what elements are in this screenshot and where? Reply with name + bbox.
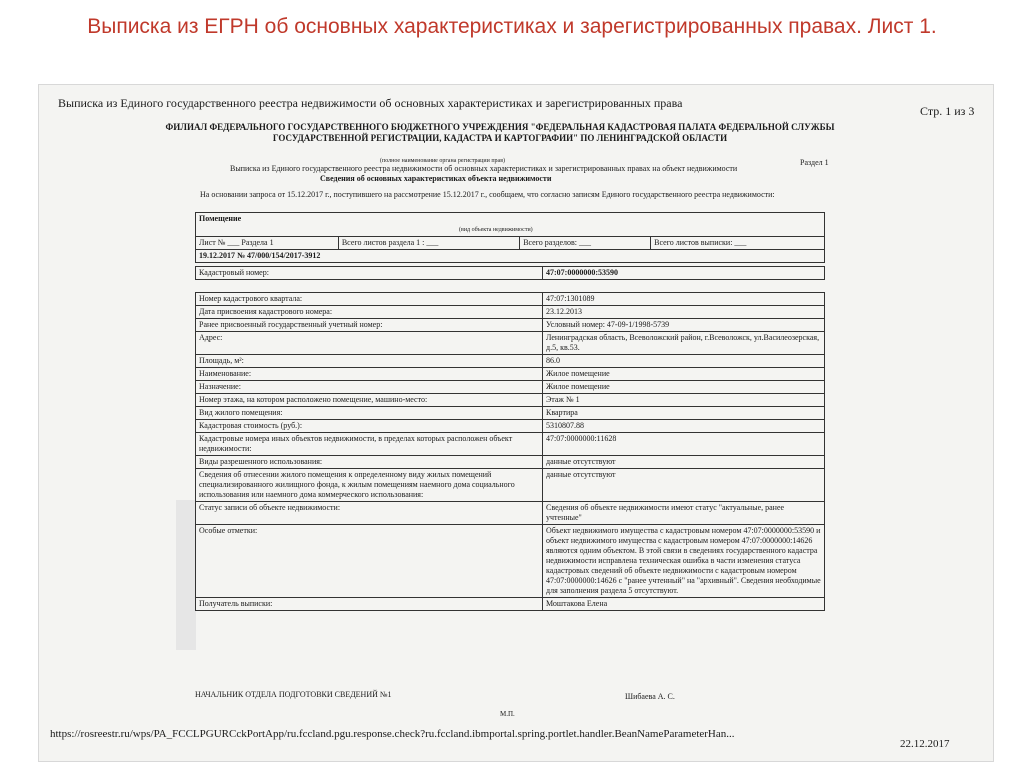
row-label: Кадастровая стоимость (руб.): <box>196 420 543 433</box>
row-value: Этаж № 1 <box>543 394 825 407</box>
print-date: 22.12.2017 <box>900 738 950 750</box>
table-row <box>196 306 825 319</box>
row-value: 5310807.88 <box>543 420 825 433</box>
table-row <box>196 319 825 332</box>
table-row <box>196 469 825 502</box>
cadastral-label: Кадастровый номер: <box>196 267 543 280</box>
date-number: 19.12.2017 № 47/000/154/2017-3912 <box>196 250 825 263</box>
table-row <box>196 433 825 456</box>
details-table <box>195 292 825 611</box>
row-label: Номер этажа, на котором расположено помещение, машино-место: <box>196 394 543 407</box>
organization-sub: (полное наименование органа регистрации прав) <box>380 158 506 164</box>
intro-text: Выписка из Единого государственного реестра недвижимости об основных характеристиках и зарегистрированных правах на объект недвижимости <box>230 164 738 173</box>
table-row <box>196 394 825 407</box>
table-row <box>196 456 825 469</box>
cadastral-table <box>195 266 825 280</box>
row-value: Жилое помещение <box>543 381 825 394</box>
signature-position: НАЧАЛЬНИК ОТДЕЛА ПОДГОТОВКИ СВЕДЕНИЙ №1 <box>195 690 392 699</box>
row-label: Вид жилого помещения: <box>196 407 543 420</box>
stamp-label: М.П. <box>500 710 515 718</box>
row-label: Статус записи об объекте недвижимости: <box>196 502 543 525</box>
row-value: данные отсутствуют <box>543 456 825 469</box>
table-row <box>196 381 825 394</box>
row-value: 47:07:0000000:11628 <box>543 433 825 456</box>
row-value: Жилое помещение <box>543 368 825 381</box>
row-label: Виды разрешенного использования: <box>196 456 543 469</box>
row-value: Объект недвижимого имущества с кадастровым номером 47:07:0000000:53590 и объект недвижимого имущества с кадастровым номером 47:07:0000000:14626 являются одним объектом. В этой связи в сведениях государственного кадастра недвижимости исправлена техническая ошибка в части изменения статуса кадастровых сведений об объекте недвижимости с кадастровым номером 47:07:0000000:14626 с "ранее учтенный" на "архивный". Сведения необходимые для заполнения раздела 5 отсутствуют. <box>543 525 825 598</box>
row-label: Ранее присвоенный государственный учетный номер: <box>196 319 543 332</box>
row-value: Ленинградская область, Всеволожский район, г.Всеволожск, ул.Василеозерская, д.5, кв.53. <box>543 332 825 355</box>
row-label: Адрес: <box>196 332 543 355</box>
intro-bold: Сведения об основных характеристиках объекта недвижимости <box>320 174 552 183</box>
row-value: Условный номер: 47-09-1/1998-5739 <box>543 319 825 332</box>
source-url: https://rosreestr.ru/wps/PA_FCCLPGURCckPortApp/ru.fccland.pgu.response.check?ru.fccland.ibmportal.spring.portlet.handler.BeanNameParameterHan... <box>50 728 735 740</box>
table-row <box>196 525 825 598</box>
section-label: Раздел 1 <box>800 158 829 167</box>
row-label: Назначение: <box>196 381 543 394</box>
row-label: Наименование: <box>196 368 543 381</box>
document-header: Выписка из Единого государственного реестра недвижимости об основных характеристиках и зарегистрированных права <box>58 96 683 110</box>
sheets-total: Всего листов раздела 1 : ___ <box>338 237 519 250</box>
slide-title: Выписка из ЕГРН об основных характеристиках и зарегистрированных правах. Лист 1. <box>87 15 937 38</box>
row-label: Кадастровые номера иных объектов недвижимости, в пределах которых расположен объект недвижимости: <box>196 433 543 456</box>
row-value: 23.12.2013 <box>543 306 825 319</box>
organization-name: ФИЛИАЛ ФЕДЕРАЛЬНОГО ГОСУДАРСТВЕННОГО БЮДЖЕТНОГО УЧРЕЖДЕНИЯ "ФЕДЕРАЛЬНАЯ КАДАСТРОВАЯ ПАЛАТА ФЕДЕРАЛЬНОЙ СЛУЖБЫ ГОСУДАРСТВЕННОЙ РЕГИСТРАЦИИ, КАДАСТРА И КАРТОГРАФИИ" ПО ЛЕНИНГРАДСКОЙ ОБЛАСТИ <box>165 122 835 143</box>
signature-name: Шибаева А. С. <box>625 692 675 701</box>
row-value: 47:07:1301089 <box>543 293 825 306</box>
row-label: Получатель выписки: <box>196 598 543 611</box>
table-row <box>196 598 825 611</box>
cadastral-value: 47:07:0000000:53590 <box>543 267 825 280</box>
row-value: Квартира <box>543 407 825 420</box>
table-row <box>196 293 825 306</box>
header-table <box>195 212 825 263</box>
sections-total: Всего разделов: ___ <box>520 237 651 250</box>
row-label: Сведения об отнесении жилого помещения к определенному виду жилых помещений специализированного жилищного фонда, к жилым помещениям наемного дома социального использования или наемного дома коммерческого использования: <box>196 469 543 502</box>
row-value: данные отсутствуют <box>543 469 825 502</box>
row-value: Моштакова Елена <box>543 598 825 611</box>
row-value: Сведения об объекте недвижимости имеют статус "актуальные, ранее учтенные" <box>543 502 825 525</box>
scan-margin <box>176 500 196 650</box>
page-count: Стр. 1 из 3 <box>920 104 975 118</box>
row-label: Площадь, м²: <box>196 355 543 368</box>
table-row <box>196 355 825 368</box>
table-row <box>196 332 825 355</box>
sheet-no: Лист № ___ Раздела 1 <box>196 237 339 250</box>
extract-sheets: Всего листов выписки: ___ <box>651 237 825 250</box>
basis-text: На основании запроса от 15.12.2017 г., поступившего на рассмотрение 15.12.2017 г., сообщаем, что согласно записям Единого государственного реестра недвижимости: <box>200 190 775 199</box>
table-row <box>196 502 825 525</box>
row-value: 86.0 <box>543 355 825 368</box>
object-type: Помещение (вид объекта недвижимости) <box>196 213 825 237</box>
row-label: Особые отметки: <box>196 525 543 598</box>
row-label: Номер кадастрового квартала: <box>196 293 543 306</box>
table-row <box>196 407 825 420</box>
table-row <box>196 420 825 433</box>
table-row <box>196 368 825 381</box>
row-label: Дата присвоения кадастрового номера: <box>196 306 543 319</box>
